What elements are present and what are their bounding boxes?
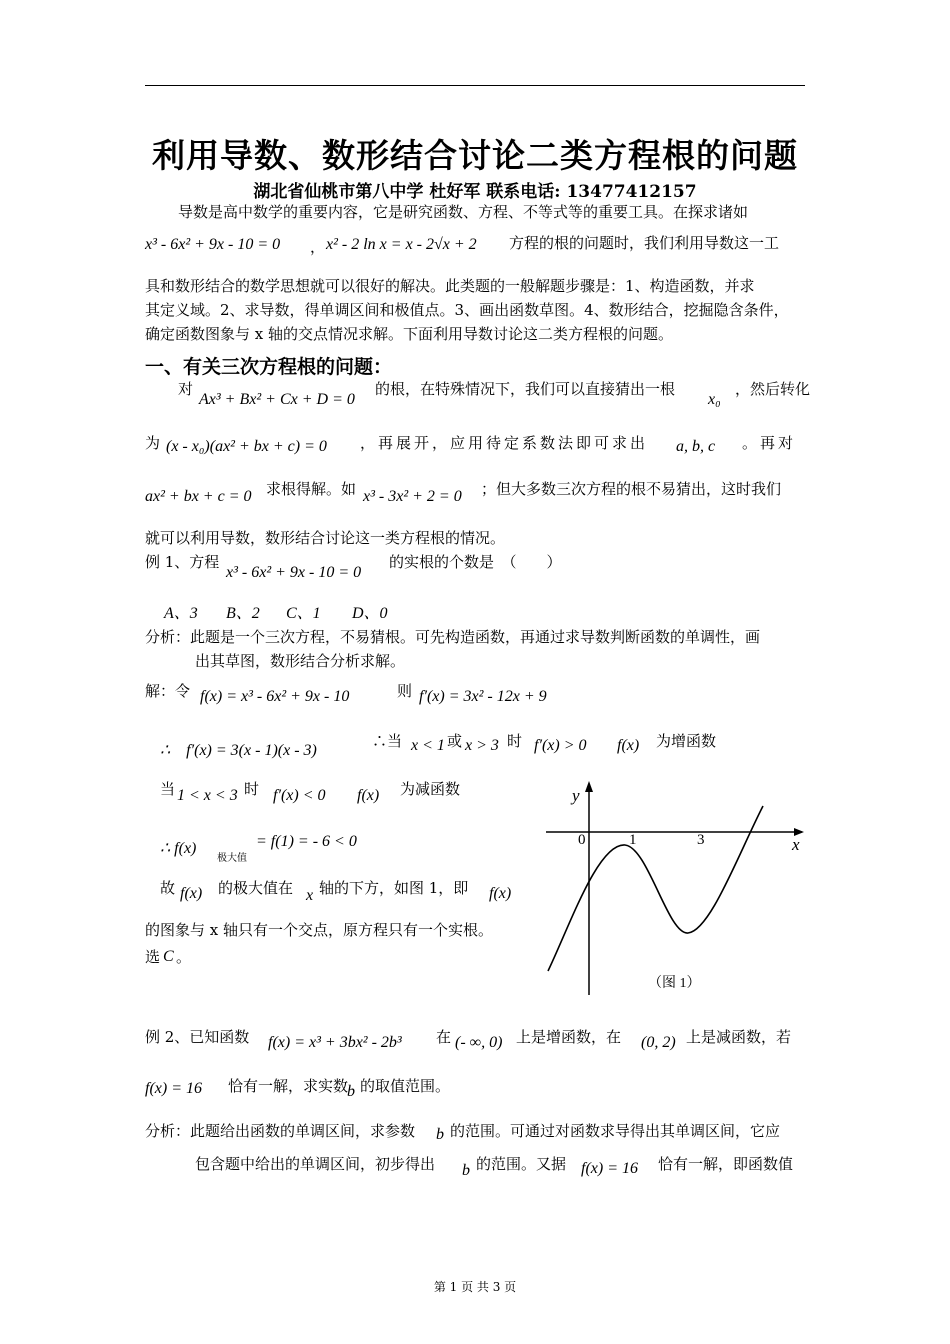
intro-line-2: 方程的根的问题时，我们利用导数这一工	[509, 234, 780, 252]
page-footer: 第 1 页 共 3 页	[433, 1280, 517, 1294]
ex2-condition-end: 的取值范围。	[360, 1077, 451, 1095]
ex1-option-a: A、3	[164, 605, 198, 622]
ex2-analysis-1a: 分析：此题给出函数的单调区间，求参数	[145, 1122, 416, 1140]
ex1-question-tail: 的实根的个数是 （ ）	[389, 553, 562, 571]
intro-line-4: 其定义域。2、求导数，得单调区间和极值点。3、画出函数草图。4、数形结合，挖掘隐含条件，	[145, 301, 789, 319]
s1-d: 就可以利用导数，数形结合讨论这一类方程根的情况。	[145, 529, 506, 547]
s1-b1: 为	[145, 434, 161, 452]
s1-b-eq: (x - x₀)(ax² + bx + c) = 0	[166, 438, 327, 455]
cubic-curve	[548, 806, 763, 971]
s1-a3: ，然后转化	[735, 380, 811, 398]
ex1-s5-text2: 轴的下方，如图 1，即	[319, 879, 469, 897]
ex1-option-b: B、2	[226, 605, 260, 622]
ex1-analysis-1: 分析：此题是一个三次方程，不易猜根。可先构造函数，再通过求导数判断函数的单调性，画	[145, 628, 761, 646]
intro-eq-1: x³ - 6x² + 9x - 10 = 0	[145, 236, 281, 253]
ex2-interval-2: (0, 2)	[641, 1034, 676, 1051]
ex2-function: f(x) = x³ + 3bx² - 2b³	[268, 1034, 402, 1051]
s1-c2: 求根得解。如	[266, 480, 357, 498]
ex2-analysis-2c: 的范围。又据	[476, 1155, 567, 1173]
ex2-interval-1: (- ∞, 0)	[455, 1034, 503, 1051]
ex1-s2-f: f(x)	[617, 737, 640, 754]
tick-3-label: 3	[697, 832, 705, 848]
ex1-analysis-2: 出其草图，数形结合分析求解。	[195, 652, 406, 670]
tick-1-label: 1	[629, 832, 637, 848]
ex2-dec-text: 上是减函数，若	[686, 1028, 792, 1046]
ex1-s7-choose: 选	[145, 948, 161, 966]
x-axis-label: x	[792, 835, 800, 854]
ex2-lead: 例 2、已知函数	[145, 1028, 250, 1046]
y-axis-label: y	[572, 786, 580, 805]
ex1-s3-f: f(x)	[357, 787, 380, 804]
ex2-condition-text: 恰有一解，求实数	[228, 1077, 349, 1095]
ex1-s3-when: 当	[160, 780, 176, 798]
ex2-analysis-1c: 的范围。可通过对函数求导得出其单调区间，它应	[450, 1122, 781, 1140]
ex1-solution-fprime: f′(x) = 3x² - 12x + 9	[419, 688, 547, 705]
author-line: 湖北省仙桃市第八中学 杜好军 联系电话: 13477412157	[253, 182, 697, 202]
ex1-s3-then: 时	[244, 780, 260, 798]
ex1-s7-end: 。	[176, 948, 192, 966]
ex1-s4-f: ∴ f(x)	[160, 840, 197, 857]
s1-b-abc: a, b, c	[676, 438, 716, 455]
ex1-s2-cond1: x < 1	[411, 737, 445, 754]
s1-a1: 对	[178, 380, 194, 398]
section-heading: 一、有关三次方程根的问题：	[145, 356, 393, 378]
ex1-option-c: C、1	[286, 605, 321, 622]
s1-b3: 。再对	[742, 434, 797, 452]
ex1-s4-sub: 极大值	[217, 853, 247, 864]
ex1-s4-value: = f(1) = - 6 < 0	[256, 833, 357, 850]
figure-caption: （图 1）	[648, 976, 701, 991]
ex1-s2-then: 时	[507, 732, 523, 750]
intro-line-1: 导数是高中数学的重要内容，它是研究函数、方程、不等式等的重要工具。在探求诸如	[178, 203, 749, 221]
s1-a-eq: Ax³ + Bx² + Cx + D = 0	[199, 391, 355, 408]
ex1-s2-cond2: x > 3	[465, 737, 499, 754]
s1-a-x0: x₀	[708, 391, 721, 408]
ex1-solution-label: 解：令	[145, 682, 191, 700]
ex1-s3-cond: 1 < x < 3	[177, 787, 238, 804]
intro-eq-2: x² - 2 ln x = x - 2√x + 2	[326, 236, 477, 253]
ex1-option-d: D、0	[352, 605, 388, 622]
ex2-condition: f(x) = 16	[145, 1080, 202, 1097]
ex1-s2-factored: ∴ f′(x) = 3(x - 1)(x - 3)	[160, 742, 317, 759]
ex1-s5-x: x	[306, 887, 314, 904]
ex1-s2-when: ∴当	[372, 732, 403, 750]
ex1-question-lead: 例 1、方程	[145, 553, 220, 571]
ex1-s2-or: 或	[447, 732, 463, 750]
intro-line-5: 确定函数图象与 x 轴的交点情况求解。下面利用导数讨论这二类方程根的问题。	[145, 325, 673, 343]
ex2-analysis-2e: 恰有一解，即函数值	[658, 1155, 794, 1173]
ex1-s5-text1: 的极大值在	[218, 879, 294, 897]
ex2-analysis-2a: 包含题中给出的单调区间，初步得出	[195, 1155, 436, 1173]
ex1-s2-fp: f′(x) > 0	[534, 737, 587, 754]
s1-c-eq: ax² + bx + c = 0	[145, 488, 252, 505]
s1-c-eq2: x³ - 3x² + 2 = 0	[363, 488, 462, 505]
ex1-s5-f2: f(x)	[489, 885, 512, 902]
ex1-equation: x³ - 6x² + 9x - 10 = 0	[226, 564, 362, 581]
s1-a2: 的根，在特殊情况下，我们可以直接猜出一根	[375, 380, 676, 398]
header-rule	[145, 85, 805, 86]
intro-line-3: 具和数形结合的数学思想就可以很好的解决。此类题的一般解题步骤是：1、构造函数，并求	[145, 277, 755, 295]
s1-c3: ；但大多数三次方程的根不易猜出，这时我们	[481, 480, 782, 498]
ex2-analysis-2d: f(x) = 16	[581, 1160, 638, 1177]
origin-label: 0	[578, 832, 586, 848]
ex2-inc-text: 上是增函数，在	[516, 1028, 622, 1046]
s1-b2: ，再展开，应用待定系数法即可求出	[360, 434, 649, 452]
ex1-s3-fp: f′(x) < 0	[273, 787, 326, 804]
ex1-s2-inc: 为增函数	[656, 732, 717, 750]
ex1-s6: 的图象与 x 轴只有一个交点，原方程只有一个实根。	[145, 921, 493, 939]
ex2-param-b: b	[347, 1083, 355, 1100]
ex1-s7-answer: C	[163, 948, 174, 965]
ex1-solution-then: 则	[397, 682, 413, 700]
page-title: 利用导数、数形结合讨论二类方程根的问题	[152, 136, 798, 175]
ex2-in: 在	[436, 1028, 452, 1046]
ex1-s5-f: f(x)	[180, 885, 203, 902]
ex2-analysis-2b: b	[462, 1162, 470, 1179]
ex1-s3-dec: 为减函数	[400, 780, 461, 798]
y-axis-arrow	[585, 781, 593, 792]
ex1-solution-f: f(x) = x³ - 6x² + 9x - 10	[200, 688, 350, 705]
ex2-analysis-1b: b	[436, 1126, 444, 1143]
figure-1-graph	[540, 775, 810, 1000]
ex1-s5-so: 故	[160, 879, 176, 897]
intro-sep: ，	[310, 238, 326, 256]
